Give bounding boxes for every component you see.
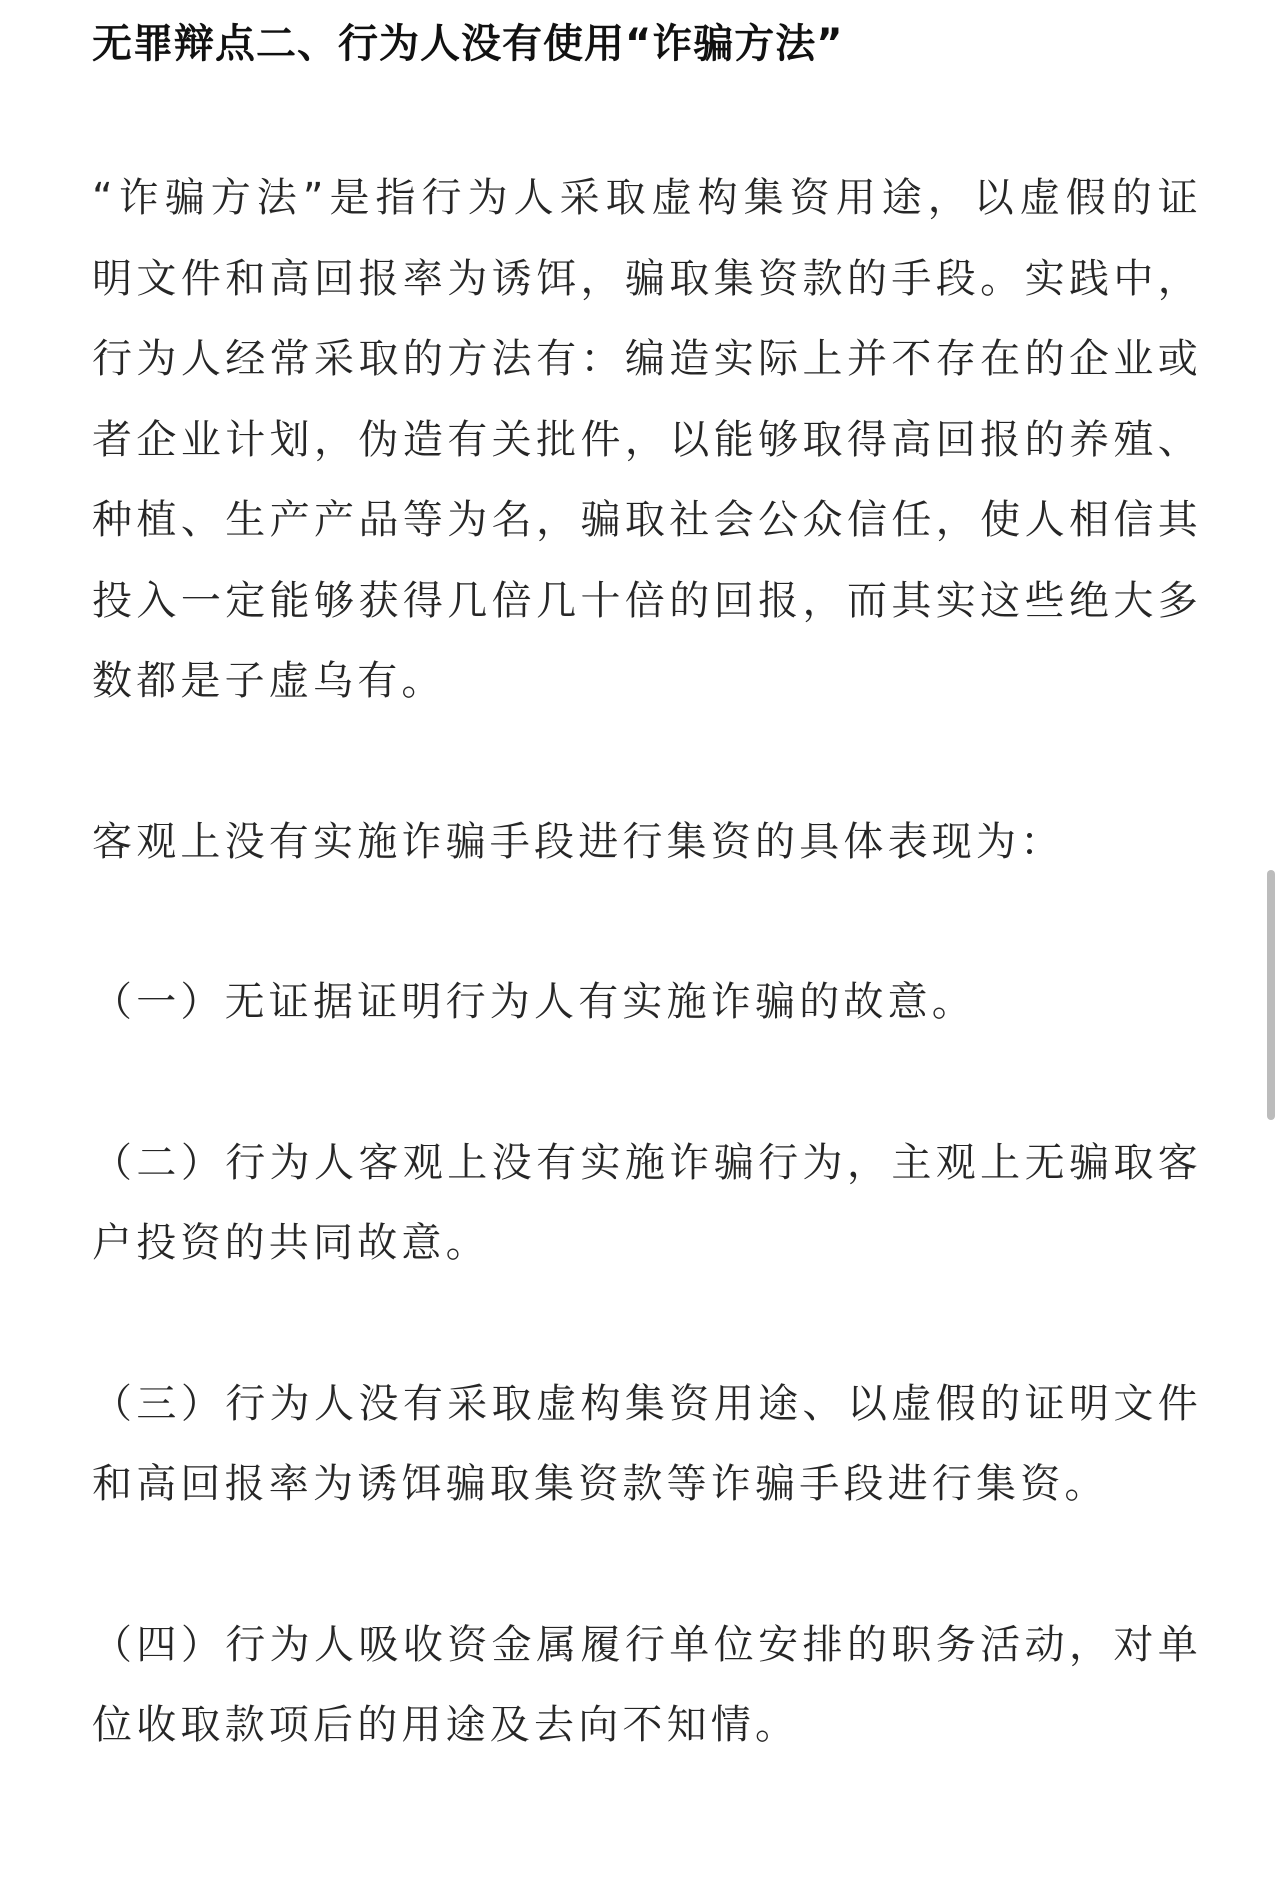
list-item-1: （一）无证据证明行为人有实施诈骗的故意。 [92, 979, 976, 1025]
list-item-4: （四）行为人吸收资金属履行单位安排的职务活动，对单位收取款项后的用途及去向不知情。 [92, 1621, 1202, 1748]
scrollbar[interactable] [1265, 0, 1279, 1898]
article-body [92, 0, 1202, 1766]
scrollbar-thumb[interactable] [1267, 870, 1275, 1120]
section-heading: 无罪辩点二、行为人没有使用“诈骗方法” [92, 21, 844, 67]
intro-paragraph: “诈骗方法”是指行为人采取虚构集资用途，以虚假的证明文件和高回报率为诱饵，骗取集资款的手段。实践中，行为人经常采取的方法有：编造实际上并不存在的企业或者企业计划，伪造有关批件，以能够取得高回报的养殖、种植、生产产品等为名，骗取社会公众信任，使人相信其投入一定能够获得几倍几十倍的回报，而其实这些绝大多数都是子虚乌有。 [92, 175, 1202, 704]
list-item-3: （三）行为人没有采取虚构集资用途、以虚假的证明文件和高回报率为诱饵骗取集资款等诈骗手段进行集资。 [92, 1380, 1202, 1507]
manifestations-lead: 客观上没有实施诈骗手段进行集资的具体表现为： [92, 818, 1065, 865]
list-item-2: （二）行为人客观上没有实施诈骗行为，主观上无骗取客户投资的共同故意。 [92, 1139, 1202, 1266]
